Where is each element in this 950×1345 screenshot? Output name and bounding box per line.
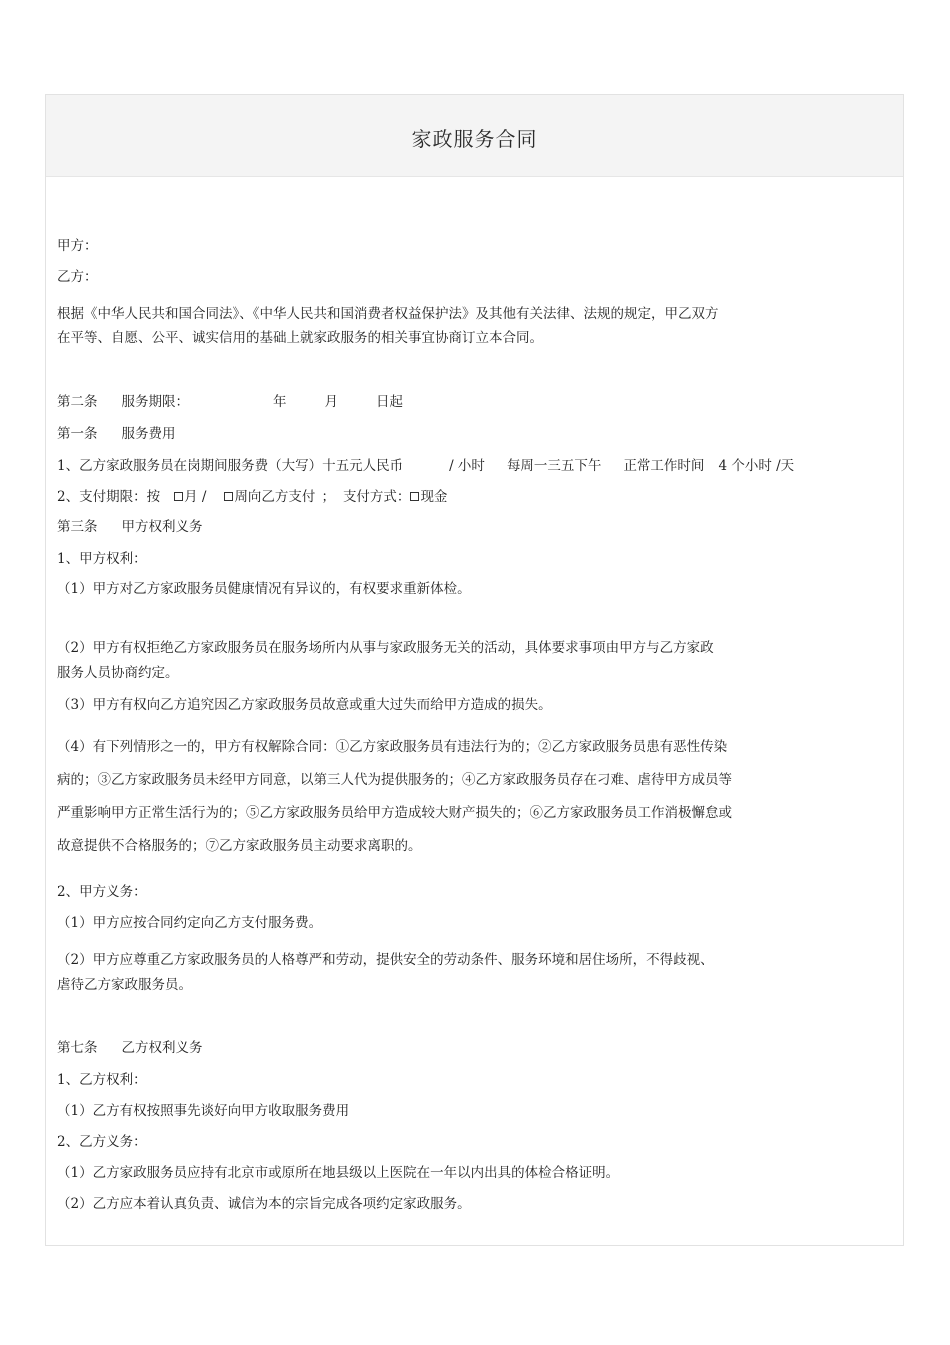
article-7-text: 乙方权利义务 [121, 1040, 203, 1056]
title-bar [46, 95, 903, 177]
payment-prefix: 2、支付期限：按 [57, 489, 161, 505]
party-a-rights-item-2-line-1: （2）甲方有权拒绝乙方家政服务员在服务场所内从事与家政服务无关的活动，具体要求事项由甲方与乙方家政 [57, 640, 714, 656]
party-b-label: 乙方： [57, 269, 98, 285]
party-a-rights-item-3: （3）甲方有权向乙方追究因乙方家政服务员故意或重大过失而给甲方造成的损失。 [57, 697, 552, 713]
article-2-day: 日起 [376, 394, 403, 410]
party-b-duties-item-2: （2）乙方应本着认真负责、诚信为本的宗旨完成各项约定家政服务。 [57, 1196, 471, 1212]
fee-normal-time: 正常工作时间 [623, 458, 705, 474]
payment-cash: 现金 [420, 489, 448, 505]
cash-checkbox[interactable] [410, 492, 419, 501]
party-a-rights-item-4-line-2: 病的；③乙方家政服务员未经甲方同意，以第三人代为提供服务的；④乙方家政服务员存在刁难、虐待甲方成员等 [57, 772, 732, 788]
party-b-duties-item-1: （1）乙方家政服务员应持有北京市或原所在地县级以上医院在一年以内出具的体检合格证明。 [57, 1165, 620, 1181]
payment-weekly: 周向乙方支付 [234, 489, 316, 505]
party-b-duties-heading: 2、乙方义务： [57, 1134, 147, 1150]
article-7-line [57, 1040, 203, 1056]
fee-prefix: 1、乙方家政服务员在岗期间服务费（大写）十五元人民币 [57, 458, 404, 474]
party-a-duties-item-2-line-2: 虐待乙方家政服务员。 [57, 977, 192, 993]
payment-monthly: 月 / [184, 489, 207, 505]
party-b-rights-heading: 1、乙方权利： [57, 1072, 147, 1088]
monthly-checkbox[interactable] [174, 492, 183, 501]
article-7-label: 第七条 [57, 1040, 98, 1056]
article-3-line [57, 519, 203, 535]
fee-schedule: 每周一三五下午 [506, 458, 602, 474]
party-a-duties-heading: 2、甲方义务： [57, 884, 147, 900]
article-1-line [57, 426, 176, 442]
fee-line [57, 458, 794, 474]
payment-method: 支付方式： [342, 489, 411, 505]
party-a-rights-heading: 1、甲方权利： [57, 551, 147, 567]
article-2-year: 年 [273, 394, 287, 410]
party-a-rights-item-1: （1）甲方对乙方家政服务员健康情况有异议的，有权要求重新体检。 [57, 581, 471, 597]
article-2-line [57, 394, 403, 410]
article-3-label: 第三条 [57, 519, 98, 535]
party-a-rights-item-2-line-2: 服务人员协商约定。 [57, 665, 179, 681]
party-a-label: 甲方： [57, 238, 98, 254]
article-3-text: 甲方权利义务 [121, 519, 203, 535]
article-2-label: 第二条 [57, 394, 98, 410]
party-a-rights-item-4-line-4: 故意提供不合格服务的；⑦乙方家政服务员主动要求离职的。 [57, 838, 422, 854]
party-a-rights-item-4-line-1: （4）有下列情形之一的，甲方有权解除合同：①乙方家政服务员有违法行为的；②乙方家政服务员患有恶性传染 [57, 739, 728, 755]
article-1-text: 服务费用 [121, 426, 176, 442]
intro-line-1: 根据《中华人民共和国合同法》、《中华人民共和国消费者权益保护法》及其他有关法律、法规的规定，甲乙双方 [57, 306, 719, 322]
party-a-duties-item-2-line-1: （2）甲方应尊重乙方家政服务员的人格尊严和劳动，提供安全的劳动条件、服务环境和居住场所，不得歧视、 [57, 952, 714, 968]
payment-line [57, 489, 447, 505]
party-b-rights-item-1: （1）乙方有权按照事先谈好向甲方收取服务费用 [57, 1103, 350, 1119]
fee-per-hour: / 小时 [449, 458, 485, 474]
article-2-month: 月 [324, 394, 338, 410]
article-1-label: 第一条 [57, 426, 98, 442]
party-a-duties-item-1: （1）甲方应按合同约定向乙方支付服务费。 [57, 915, 323, 931]
payment-sep: ； [321, 489, 335, 505]
article-2-text: 服务期限： [121, 394, 189, 410]
document-title: 家政服务合同 [411, 127, 538, 151]
fee-daily: 4 个小时 /天 [718, 458, 795, 474]
weekly-checkbox[interactable] [224, 492, 233, 501]
party-a-rights-item-4-line-3: 严重影响甲方正常生活行为的；⑤乙方家政服务员给甲方造成较大财产损失的；⑥乙方家政服务员工作消极懈怠或 [57, 805, 732, 821]
intro-line-2: 在平等、自愿、公平、诚实信用的基础上就家政服务的相关事宜协商订立本合同。 [57, 330, 543, 346]
